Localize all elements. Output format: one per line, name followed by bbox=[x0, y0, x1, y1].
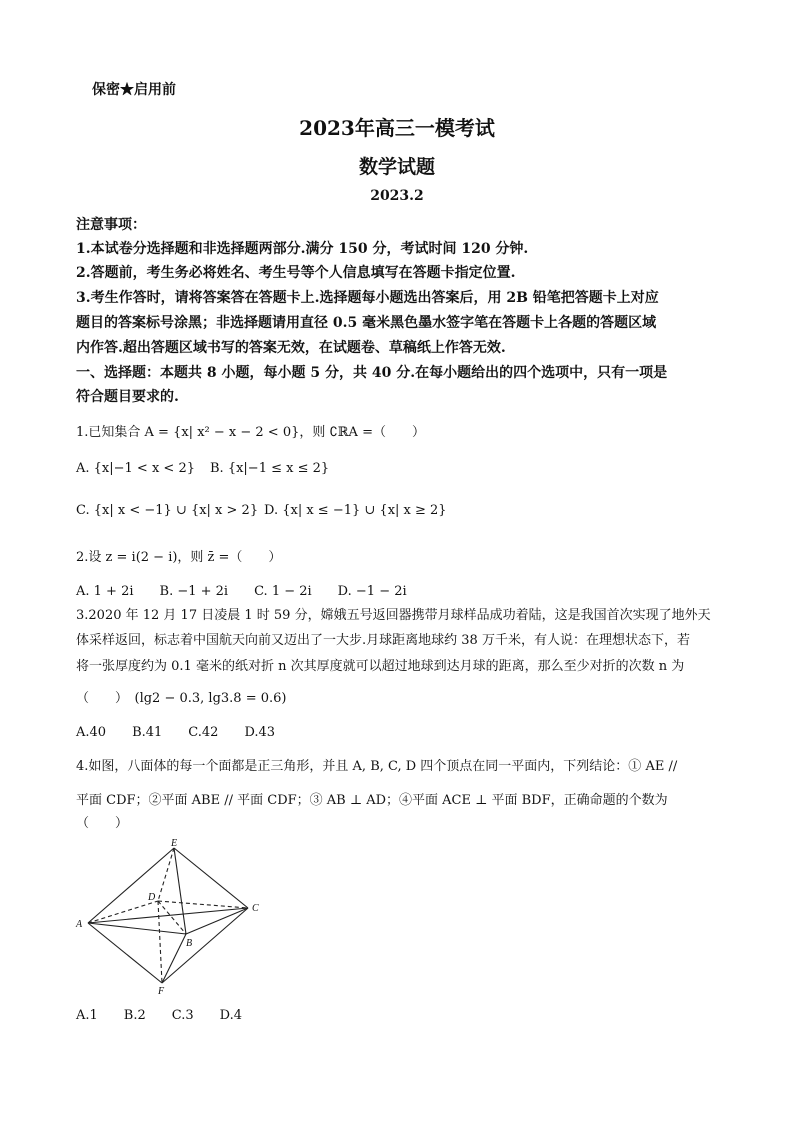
question-3-line-4: （ ） (lg2 − 0.3, lg3.8 = 0.6) bbox=[76, 691, 287, 706]
section-heading-cont: 符合题目要求的. bbox=[76, 389, 179, 405]
vertex-label-a: A bbox=[76, 919, 83, 930]
exam-date: 2023.2 bbox=[370, 188, 424, 204]
question-3-line-3: 将一张厚度约为 0.1 毫米的纸对折 n 次其厚度就可以超过地球到达月球的距离，那么至少对折的次数 n 为 bbox=[76, 659, 685, 674]
question-1-option-a: A. {x|−1 < x < 2} bbox=[76, 461, 195, 476]
confidential-mark: 保密★启用前 bbox=[92, 82, 176, 98]
edge-bc bbox=[186, 908, 248, 934]
exam-subtitle: 数学试题 bbox=[358, 156, 435, 178]
vertex-label-b: B bbox=[186, 938, 193, 949]
question-4-line-3: （ ） bbox=[76, 816, 129, 831]
question-1-option-d: D. {x| x ≤ −1} ∪ {x| x ≥ 2} bbox=[264, 503, 447, 518]
notice-heading: 注意事项： bbox=[76, 217, 146, 233]
edge-ed-hidden bbox=[158, 848, 174, 901]
edge-eb bbox=[174, 848, 186, 934]
question-1-stem: 1.已知集合 A = {x| x² − x − 2 < 0}，则 ∁ℝA =（ ） bbox=[76, 425, 425, 440]
edge-df-hidden bbox=[158, 901, 162, 983]
notice-item-2: 2.答题前，考生务必将姓名、考生号等个人信息填写在答题卡指定位置. bbox=[76, 265, 516, 281]
edge-ec bbox=[174, 848, 248, 908]
question-4-line-2: 平面 CDF；②平面 ABE // 平面 CDF；③ AB ⊥ AD；④平面 ACE ⊥ 平面 BDF，正确命题的个数为 bbox=[76, 793, 668, 808]
edge-dc-hidden bbox=[158, 901, 248, 908]
edge-bf bbox=[162, 934, 186, 983]
notice-item-3-cont1: 题目的答案标号涂黑；非选择题请用直径 0.5 毫米黑色墨水签字笔在答题卡上各题的答题区域 bbox=[76, 315, 657, 331]
vertex-label-d: D bbox=[148, 892, 156, 903]
vertex-label-e: E bbox=[171, 838, 178, 849]
octahedron-figure bbox=[70, 838, 270, 998]
question-3-options: A.40 B.41 C.42 D.43 bbox=[76, 725, 276, 740]
edge-ac bbox=[88, 908, 248, 923]
vertex-label-c: C bbox=[252, 903, 259, 914]
question-3-line-2: 体采样返回，标志着中国航天向前又迈出了一大步.月球距离地球约 38 万千米，有人说：在理想状态下，若 bbox=[76, 633, 690, 648]
question-3-line-1: 3.2020 年 12 月 17 日凌晨 1 时 59 分，嫦娥五号返回器携带月球样品成功着陆，这是我国首次实现了地外天 bbox=[76, 608, 711, 623]
question-1-option-b: B. {x|−1 ≤ x ≤ 2} bbox=[210, 461, 330, 476]
vertex-label-f: F bbox=[158, 986, 165, 997]
question-4-line-1: 4.如图，八面体的每一个面都是正三角形，并且 A, B, C, D 四个顶点在同一平面内，下列结论：① AE // bbox=[76, 759, 678, 774]
question-1-option-c: C. {x| x < −1} ∪ {x| x > 2} bbox=[76, 503, 259, 518]
notice-item-3: 3.考生作答时，请将答案答在答题卡上.选择题每小题选出答案后，用 2B 铅笔把答题卡上对应 bbox=[76, 290, 659, 306]
edge-af bbox=[88, 923, 162, 983]
edge-ab bbox=[88, 923, 186, 934]
edge-ea bbox=[88, 848, 174, 923]
edge-cf bbox=[162, 908, 248, 983]
question-2-stem: 2.设 z = i(2 − i)，则 z̄ =（ ） bbox=[76, 550, 282, 565]
exam-title: 2023年高三一模考试 bbox=[299, 116, 495, 140]
notice-item-1: 1.本试卷分选择题和非选择题两部分.满分 150 分，考试时间 120 分钟. bbox=[76, 241, 529, 257]
notice-item-3-cont2: 内作答.超出答题区域书写的答案无效，在试题卷、草稿纸上作答无效. bbox=[76, 340, 506, 356]
question-2-options: A. 1 + 2i B. −1 + 2i C. 1 − 2i D. −1 − 2i bbox=[76, 584, 407, 599]
question-4-options: A.1 B.2 C.3 D.4 bbox=[76, 1008, 242, 1023]
section-heading: 一、选择题：本题共 8 小题，每小题 5 分，共 40 分.在每小题给出的四个选项中，只有一项是 bbox=[76, 365, 668, 381]
